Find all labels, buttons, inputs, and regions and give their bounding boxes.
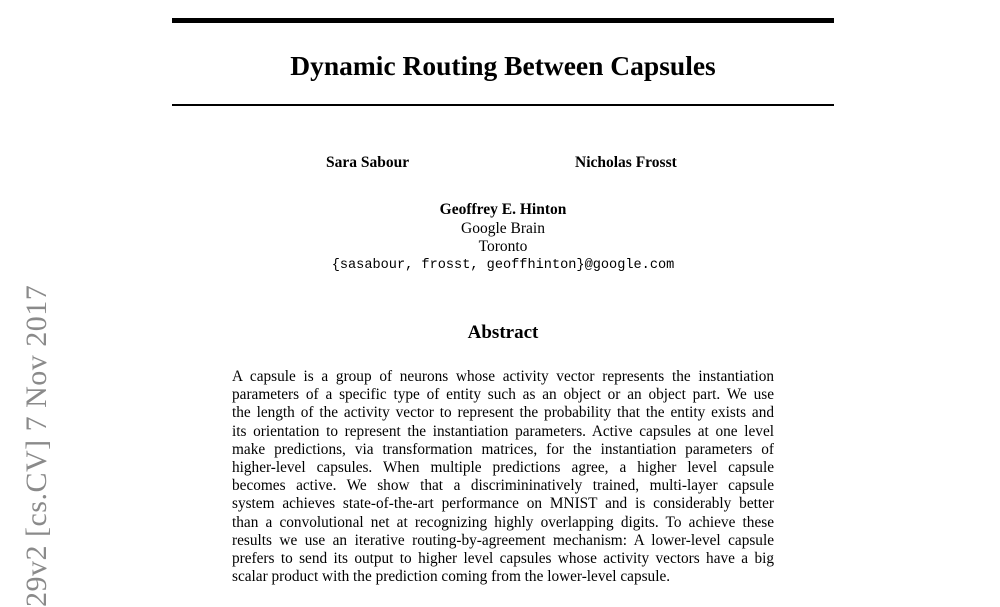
abstract-line: becomes active. We show that a discrimininatively trained, multi-layer capsule — [232, 477, 774, 495]
author-emails: {sasabour, frosst, geoffhinton}@google.com — [331, 257, 675, 273]
author-affiliation-block — [172, 201, 834, 275]
abstract-line: A capsule is a group of neurons whose activity vector represents the instantiation — [232, 368, 774, 385]
abstract-line: system achieves state-of-the-art performance on MNIST and is considerably better — [232, 495, 774, 513]
author-nicholas-frosst: Nicholas Frosst — [575, 154, 677, 171]
abstract-line: results we use an iterative routing-by-agreement mechanism: A lower-level capsule — [232, 531, 774, 549]
arxiv-identifier-stamp: 29v2 [cs.CV] 7 Nov 2017 — [20, 284, 53, 607]
abstract-line: scalar product with the prediction coming from the lower-level capsule. — [232, 568, 671, 586]
abstract-heading: Abstract — [467, 322, 539, 343]
abstract-line: than a convolutional net at recognizing highly overlapping digits. To achieve these — [232, 513, 774, 531]
abstract-line: higher-level capsules. When multiple predictions agree, a higher level capsule — [232, 459, 774, 477]
abstract-line: prefers to send its output to higher level capsules whose activity vectors have a big — [232, 550, 774, 568]
paper-title: Dynamic Routing Between Capsules — [290, 50, 716, 81]
affiliation-city: Toronto — [478, 238, 528, 255]
title-bottom-rule — [172, 104, 834, 106]
affiliation-org: Google Brain — [461, 219, 545, 237]
abstract-line: make predictions, via transformation matrices, for the instantiation parameters of — [232, 440, 774, 458]
abstract-body — [232, 368, 774, 586]
abstract-line: its orientation to represent the instantiation parameters. Active capsules at one level — [232, 422, 774, 440]
abstract-line: the length of the activity vector to represent the probability that the entity exists and — [232, 404, 774, 422]
abstract-line: parameters of a specific type of entity such as an object or an object part. We use — [232, 386, 774, 404]
author-geoffrey-hinton: Geoffrey E. Hinton — [439, 201, 567, 218]
author-sara-sabour: Sara Sabour — [326, 154, 410, 171]
title-top-rule — [172, 18, 834, 23]
